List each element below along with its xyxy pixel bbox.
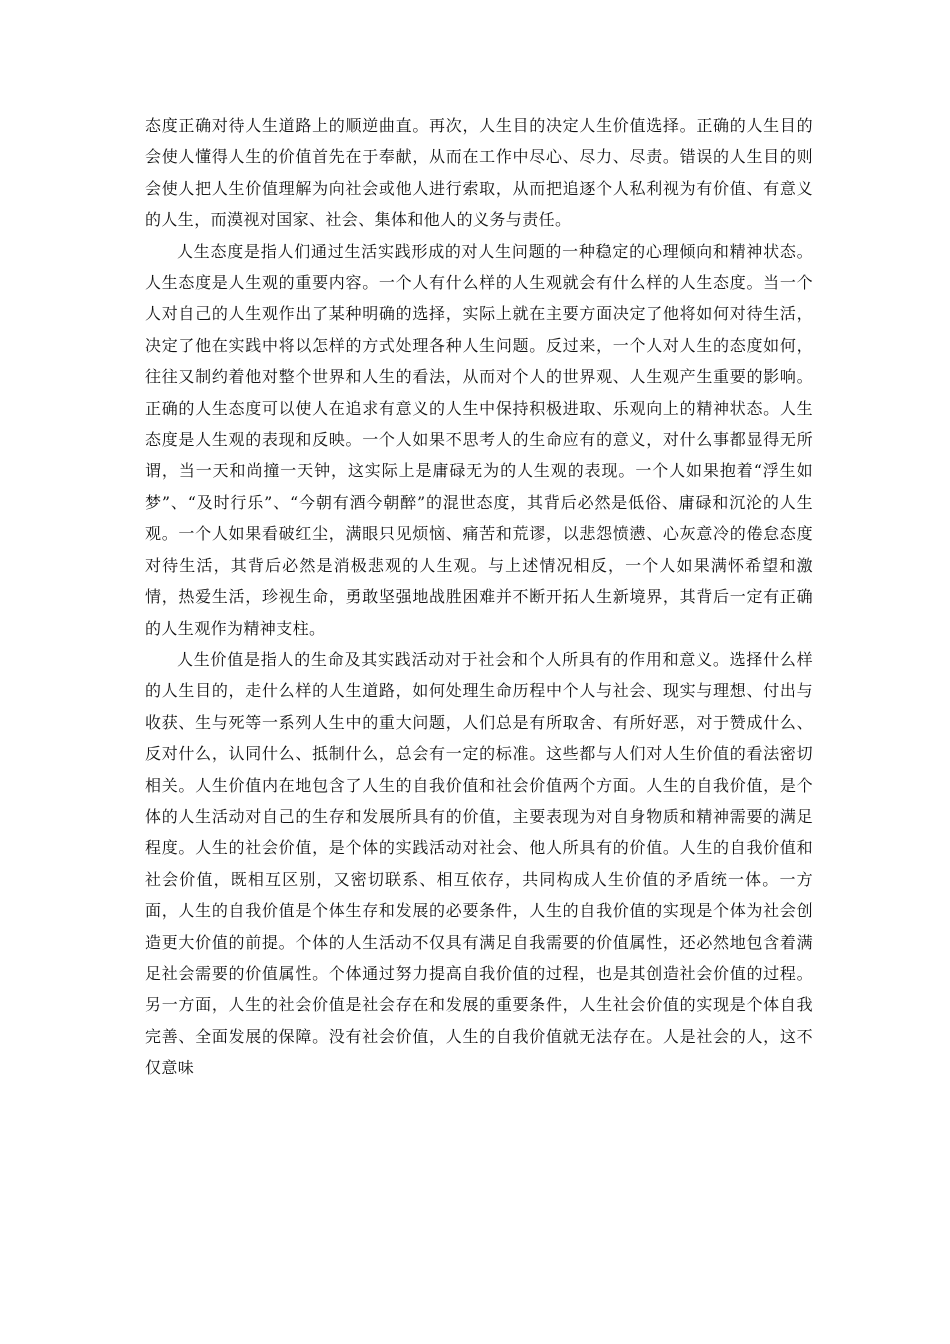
paragraph-1: 态度正确对待人生道路上的顺逆曲直。再次，人生目的决定人生价值选择。正确的人生目的会使人懂得人生的价值首先在于奉献，从而在工作中尽心、尽力、尽责。错误的人生目的则会使人把人生价值理解为向社会或他人进行索取，从而把追逐个人私利视为有价值、有意义的人生，而漠视对国家、社会、集体和他人的义务与责任。 xyxy=(145,116,813,230)
paragraph-2: 人生态度是指人们通过生活实践形成的对人生问题的一种稳定的心理倾向和精神状态。人生态度是人生观的重要内容。一个人有什么样的人生观就会有什么样的人生态度。当一个人对自己的人生观作出了某种明确的选择，实际上就在主要方面决定了他将如何对待生活，决定了他在实践中将以怎样的方式处理各种人生问题。反过来，一个人对人生的态度如何，往往又制约着他对整个世界和人生的看法，从而对个人的世界观、人生观产生重要的影响。正确的人生态度可以使人在追求有意义的人生中保持积极进取、乐观向上的精神状态。人生态度是人生观的表现和反映。一个人如果不思考人的生命应有的意义，对什么事都显得无所谓，当一天和尚撞一天钟，这实际上是庸碌无为的人生观的表现。一个人如果抱着“浮生如梦”、“及时行乐”、“今朝有酒今朝醉”的混世态度，其背后必然是低俗、庸碌和沉沦的人生观。一个人如果看破红尘，满眼只见烦恼、痛苦和荒谬，以悲怨愤懑、心灰意冷的倦怠态度对待生活，其背后必然是消极悲观的人生观。与上述情况相反，一个人如果满怀希望和激情，热爱生活，珍视生命，勇敢坚强地战胜困难并不断开拓人生新境界，其背后一定有正确的人生观作为精神支柱。 xyxy=(145,241,813,638)
document-page xyxy=(145,110,813,1084)
paragraph-3: 人生价值是指人的生命及其实践活动对于社会和个人所具有的作用和意义。选择什么样的人生目的，走什么样的人生道路，如何处理生命历程中个人与社会、现实与理想、付出与收获、生与死等一系列人生中的重大问题，人们总是有所取舍、有所好恶，对于赞成什么、反对什么，认同什么、抵制什么，总会有一定的标准。这些都与人们对人生价值的看法密切相关。人生价值内在地包含了人生的自我价值和社会价值两个方面。人生的自我价值，是个体的人生活动对自己的生存和发展所具有的价值，主要表现为对自身物质和精神需要的满足程度。人生的社会价值，是个体的实践活动对社会、他人所具有的价值。人生的自我价值和社会价值，既相互区别，又密切联系、相互依存，共同构成人生价值的矛盾统一体。一方面，人生的自我价值是个体生存和发展的必要条件，人生的自我价值的实现是个体为社会创造更大价值的前提。个体的人生活动不仅具有满足自我需要的价值属性，还必然地包含着满足社会需要的价值属性。个体通过努力提高自我价值的过程，也是其创造社会价值的过程。另一方面，人生的社会价值是社会存在和发展的重要条件，人生社会价值的实现是个体自我完善、全面发展的保障。没有社会价值，人生的自我价值就无法存在。人是社会的人，这不仅意味 xyxy=(145,649,813,1078)
